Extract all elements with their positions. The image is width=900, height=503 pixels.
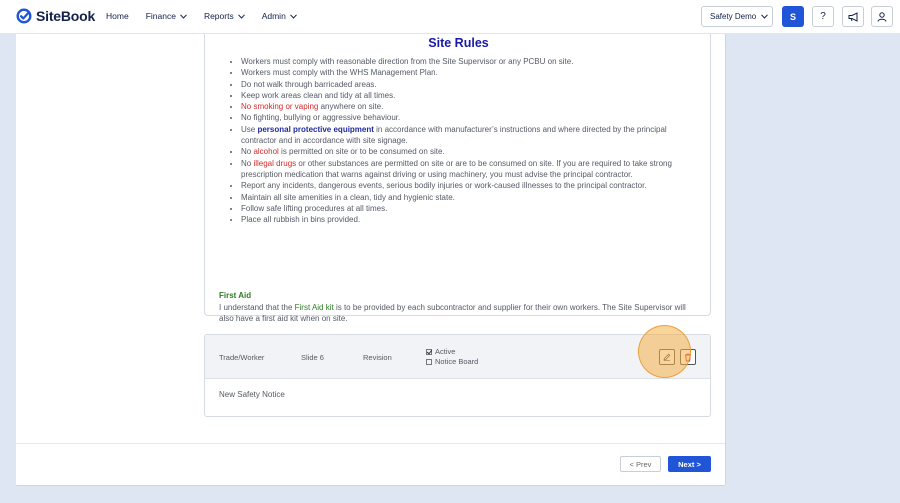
- nav-reports[interactable]: [204, 11, 245, 21]
- rule-text: Maintain all site amenities in a clean, tidy and hygienic state.: [241, 192, 455, 202]
- site-rules-list: [229, 56, 701, 225]
- chevron-down-icon: [761, 14, 768, 19]
- site-selector-dropdown[interactable]: [701, 6, 773, 27]
- rule-text: No: [241, 158, 254, 168]
- site-rule-item: [241, 214, 701, 225]
- rule-emphasis: alcohol: [253, 147, 279, 157]
- site-selector-value: Safety Demo: [710, 12, 757, 21]
- first-aid-text-before: I understand that the: [219, 303, 295, 312]
- rule-text: Workers must comply with reasonable direction from the Site Supervisor or any PCBU on site.: [241, 57, 574, 66]
- rule-emphasis: illegal drugs: [253, 158, 297, 168]
- rule-text: anywhere on site.: [318, 102, 384, 112]
- rule-text: Place all rubbish in bins provided.: [241, 215, 361, 225]
- notice-board-label: Notice Board: [435, 357, 479, 366]
- notice-header: [205, 335, 711, 379]
- user-initial-button[interactable]: S: [782, 6, 804, 27]
- rule-text: is permitted on site or to be consumed on site.: [278, 147, 445, 157]
- nav-finance-label: Finance: [145, 11, 176, 21]
- main-nav: [106, 11, 297, 21]
- active-checkbox[interactable]: [426, 347, 478, 357]
- trash-icon: [684, 353, 692, 362]
- site-rule-item: [241, 192, 701, 203]
- rule-text: No fighting, bullying or aggressive behaviour.: [241, 113, 401, 123]
- next-button[interactable]: Next >: [668, 456, 711, 472]
- active-label: Active: [435, 347, 456, 356]
- notice-revision: Revision: [363, 353, 392, 362]
- nav-home[interactable]: [106, 11, 129, 21]
- site-rule-item: [241, 56, 701, 67]
- top-navbar: [0, 0, 900, 34]
- chevron-down-icon: [238, 14, 245, 19]
- app-name: SiteBook: [36, 8, 96, 24]
- help-button[interactable]: [812, 6, 834, 27]
- pencil-icon: [663, 353, 671, 361]
- rule-text: Keep work areas clean and tidy at all times.: [241, 90, 396, 100]
- notice-slide: Slide 6: [301, 353, 324, 362]
- prev-button[interactable]: < Prev: [620, 456, 661, 472]
- site-rule-item: [241, 79, 701, 90]
- safety-notice-card: [204, 334, 711, 417]
- site-rules-card: [204, 34, 711, 324]
- panel-edge: [725, 34, 726, 485]
- rule-text: in accordance with manufacturer’s instructions and where directed by the principal contractor and in accordance with site signage.: [241, 124, 667, 146]
- site-rule-item: [241, 203, 701, 214]
- checkbox-unchecked-icon: [426, 359, 432, 365]
- nav-admin-label: Admin: [261, 11, 286, 21]
- notice-board-checkbox[interactable]: [426, 357, 478, 367]
- first-aid-kit-highlight: First Aid kit: [294, 303, 334, 312]
- announcements-button[interactable]: [842, 6, 864, 27]
- megaphone-icon: [848, 12, 859, 22]
- panel-edge-bottom: [16, 485, 725, 486]
- sitebook-logo-icon: [16, 8, 32, 24]
- profile-button[interactable]: [871, 6, 893, 27]
- rule-emphasis: No smoking or vaping: [241, 102, 319, 112]
- nav-home-label: Home: [106, 11, 129, 21]
- site-rule-item: [241, 112, 701, 123]
- app-logo[interactable]: [16, 8, 95, 24]
- nav-reports-label: Reports: [203, 11, 234, 21]
- chevron-down-icon: [180, 14, 187, 19]
- site-rule-item: [241, 146, 701, 157]
- checkbox-checked-icon: [426, 349, 432, 355]
- nav-finance[interactable]: [146, 11, 187, 21]
- rule-text: or other substances are permitted on site or are to be consumed on site. If you are required to take strong prescription medication that warns against driving or using machinery, you must advise the principal contractor.: [241, 158, 672, 179]
- footer-divider: [16, 443, 725, 444]
- site-rule-item: [241, 101, 701, 112]
- rule-text: Use: [241, 124, 258, 134]
- site-rule-item: [241, 67, 701, 78]
- site-rule-item: [241, 90, 701, 101]
- rule-emphasis: personal protective equipment: [257, 124, 374, 134]
- rule-text: Report any incidents, dangerous events, serious bodily injuries or work-caused illnesses to the principal contractor.: [241, 181, 647, 191]
- notice-flags: [426, 347, 478, 367]
- nav-admin[interactable]: [262, 11, 297, 21]
- site-rule-item: [241, 180, 701, 191]
- site-rule-item: [241, 124, 701, 147]
- rule-text: Follow safe lifting procedures at all times.: [241, 203, 388, 213]
- first-aid-text-after: is to be provided by each subcontractor and supplier for their own workers. The Site Supervisor will also have a first aid kit when on site.: [219, 303, 686, 324]
- delete-button[interactable]: [680, 349, 696, 365]
- rule-text: No: [241, 147, 254, 157]
- chevron-down-icon: [290, 14, 297, 19]
- edit-button[interactable]: [659, 349, 675, 365]
- site-rules-title: Site Rules: [428, 36, 489, 50]
- first-aid-title: First Aid: [219, 291, 252, 300]
- notice-body: New Safety Notice: [219, 390, 285, 399]
- first-aid-text: [219, 302, 701, 325]
- question-icon: ?: [820, 11, 826, 22]
- notice-trade: Trade/Worker: [219, 353, 265, 362]
- rule-text: Do not walk through barricaded areas.: [241, 79, 377, 89]
- user-icon: [877, 12, 887, 22]
- rule-text: Workers must comply with the WHS Management Plan.: [241, 68, 438, 78]
- site-rule-item: [241, 158, 701, 181]
